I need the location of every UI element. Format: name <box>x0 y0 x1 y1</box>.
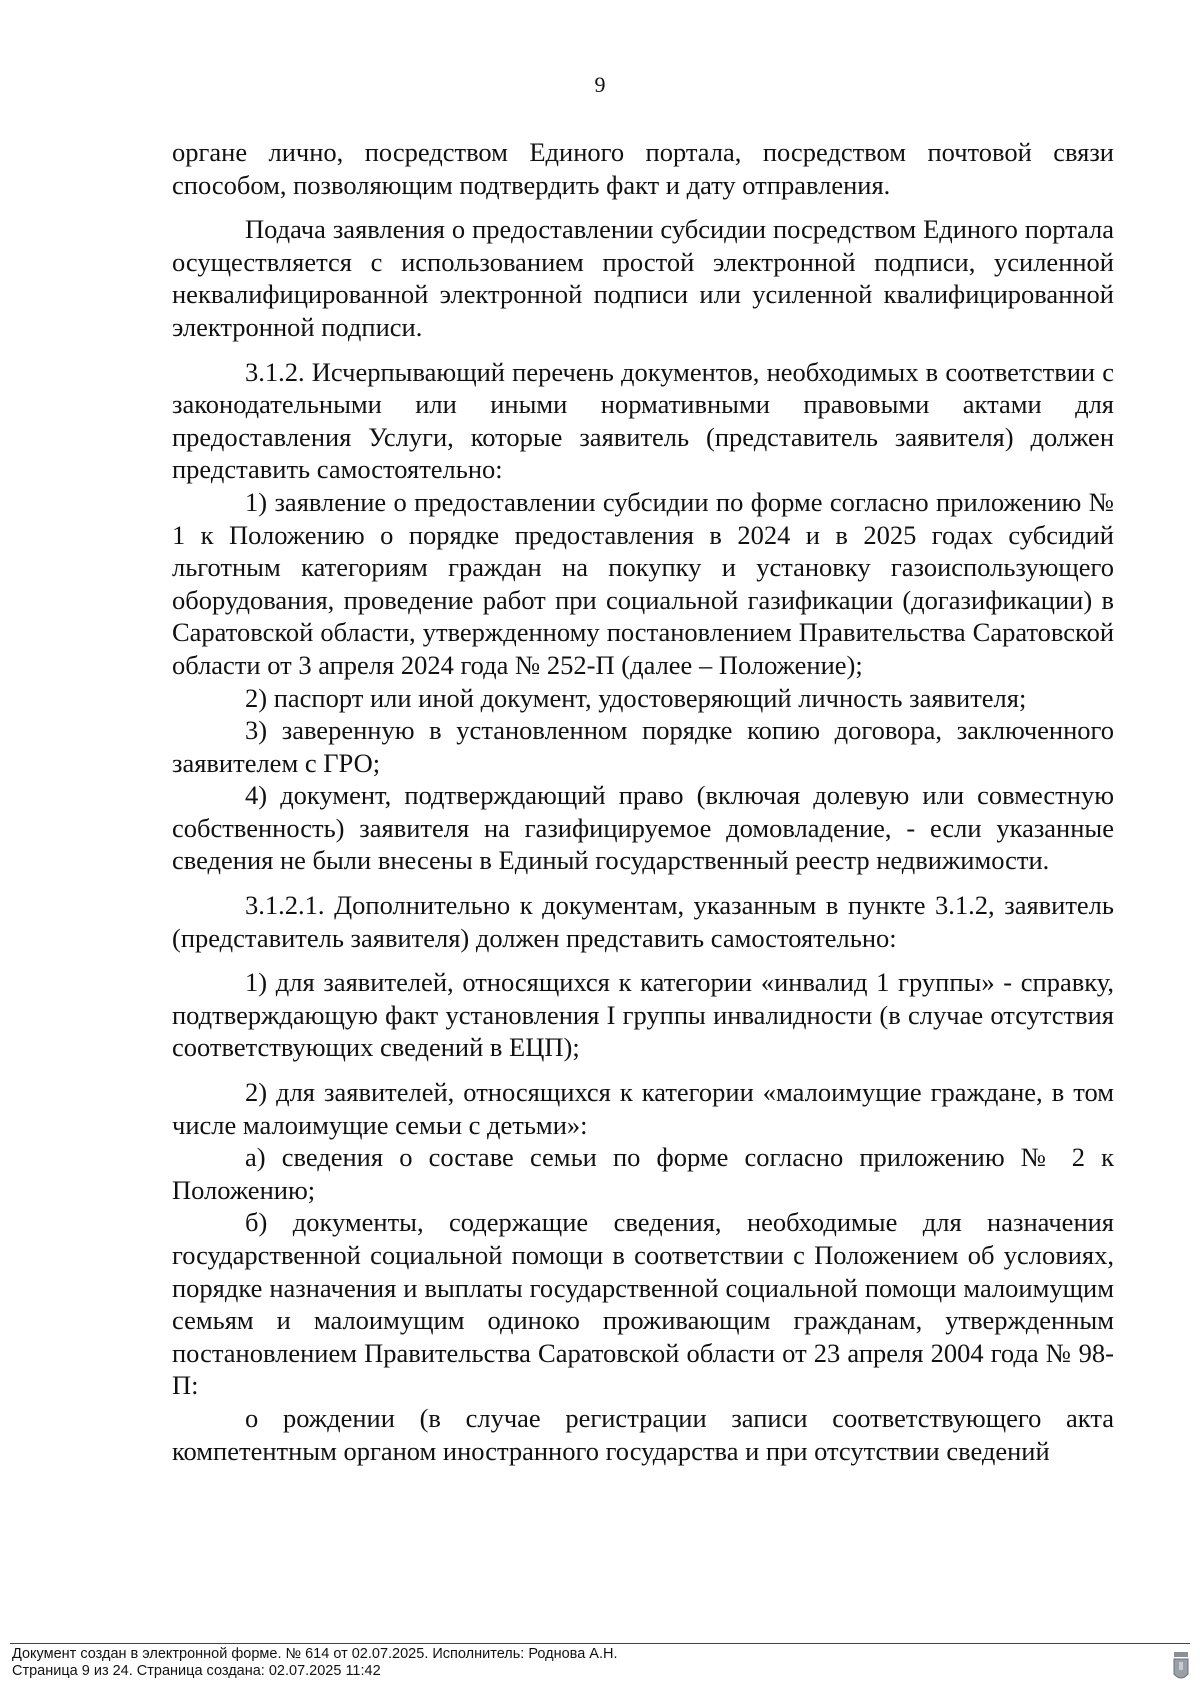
page-number: 9 <box>594 72 606 97</box>
list-item: 1) заявление о предоставлении субсидии по форме согласно приложению № 1 к Положению о порядке предоставления в 2024 и в 2025 годах субсидий льготным категориям граждан на покупку и установку газоиспользующего оборудования, проведение работ при социальной газификации (догазификации) в Саратовской области, утвержденному постановлением Правительства Саратовской области от 3 апреля 2024 года № 252-П (далее – Положение); <box>172 486 1114 680</box>
list-item: б) документы, содержащие сведения, необходимые для назначения государственной социальной помощи в соответствии с Положением об условиях, порядке назначения и выплаты государственной социальной помощи малоимущим семьям и малоимущим одиноко проживающим гражданам, утвержденным постановлением Правительства Саратовской области от 23 апреля 2004 года № 98-П: <box>172 1207 1114 1401</box>
footer <box>12 1646 618 1680</box>
list-item: 2) для заявителей, относящихся к категории «малоимущие граждане, в том числе малоимущие семьи с детьми»: <box>172 1077 1114 1140</box>
list-item: 2) паспорт или иной документ, удостоверяющий личность заявителя; <box>245 682 1027 713</box>
list-item: а) сведения о составе семьи по форме согласно приложению № 2 к Положению; <box>172 1142 1114 1205</box>
paragraph: органе лично, посредством Единого портала, посредством почтовой связи способом, позволяющим подтвердить факт и дату отправления. <box>172 137 1114 200</box>
list-item: 3) заверенную в установленном порядке копию договора, заключенного заявителем с ГРО; <box>172 715 1114 778</box>
list-item: 1) для заявителей, относящихся к категории «инвалид 1 группы» - справку, подтверждающую факт установления I группы инвалидности (в случае отсутствия соответствующих сведений в ЕЦП); <box>172 967 1114 1063</box>
list-item: 4) документ, подтверждающий право (включая долевую или совместную собственность) заявителя на газифицируемое домовладение, - если указанные сведения не были внесены в Единый государственный реестр недвижимости. <box>172 780 1114 876</box>
paragraph: 3.1.2.1. Дополнительно к документам, указанным в пункте 3.1.2, заявитель (представитель заявителя) должен представить самостоятельно: <box>172 890 1114 953</box>
document-body <box>172 136 1114 1467</box>
footer-line-2: Страница 9 из 24. Страница создана: 02.07.2025 11:42 <box>12 1663 381 1679</box>
footer-divider <box>10 1643 1190 1644</box>
footer-line-1: Документ создан в электронной форме. № 614 от 02.07.2025. Исполнитель: Роднова А.Н. <box>12 1646 618 1662</box>
coat-of-arms-icon <box>1172 1650 1190 1686</box>
paragraph: Подача заявления о предоставлении субсидии посредством Единого портала осуществляется с использованием простой электронной подписи, усиленной неквалифицированной электронной подписи или усиленной квалифицированной электронной подписи. <box>172 214 1114 342</box>
paragraph: 3.1.2. Исчерпывающий перечень документов, необходимых в соответствии с законодательными или иными нормативными правовыми актами для предоставления Услуги, которые заявитель (представитель заявителя) должен представить самостоятельно: <box>172 356 1114 485</box>
paragraph: о рождении (в случае регистрации записи соответствующего акта компетентным органом иностранного государства и при отсутствии сведений <box>172 1402 1114 1466</box>
